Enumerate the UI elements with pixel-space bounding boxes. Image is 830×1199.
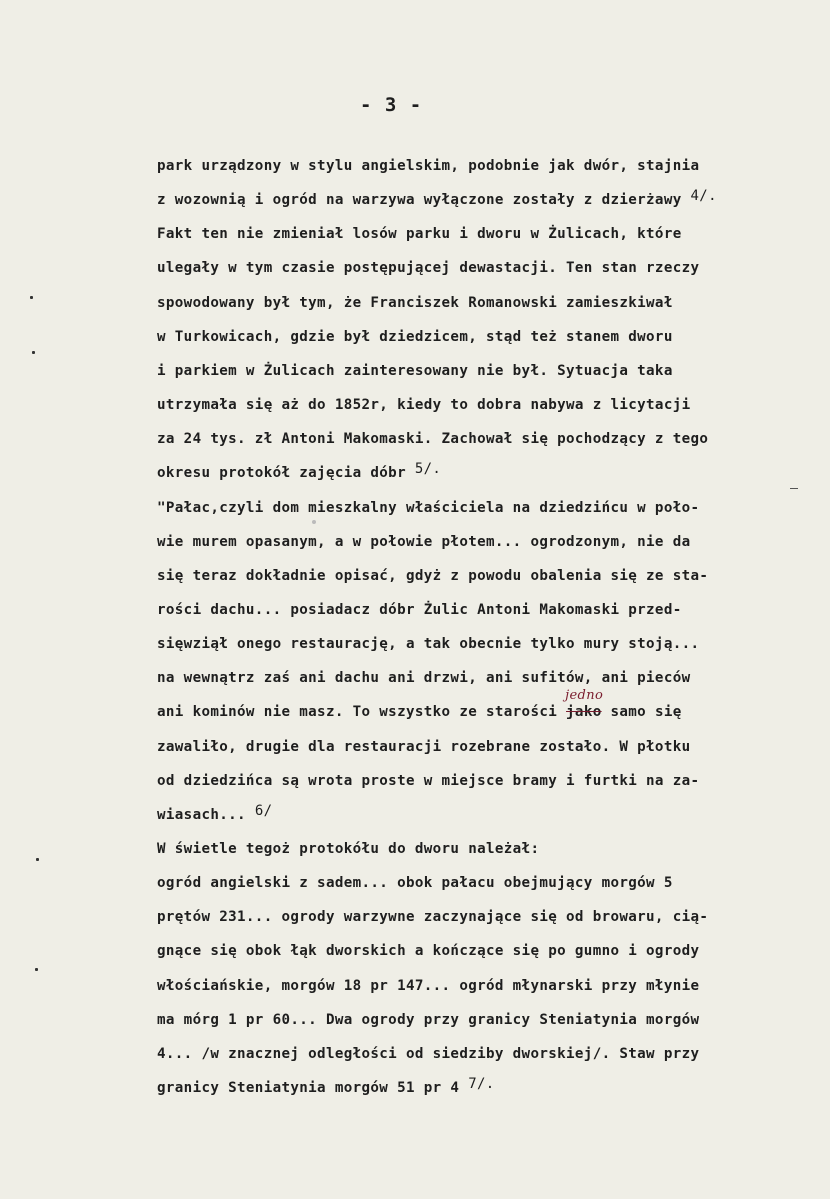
line-text: ma mórg 1 pr 60... Dwa ogrody przy granicy Steniatynia morgów	[157, 1011, 700, 1028]
line-text: wiasach...	[157, 806, 246, 823]
line-text: na wewnątrz zaś ani dachu ani drzwi, ani sufitów, ani pieców	[157, 670, 691, 687]
margin-mark	[36, 858, 39, 861]
text-line	[157, 363, 673, 379]
line-text: rości dachu... posiadacz dóbr Żulic Antoni Makomaski przed-	[157, 601, 682, 618]
line-text: "Pałac,czyli dom mieszkalny właściciela na dziedzińcu w poło-	[157, 499, 700, 516]
handwritten-correction: jedno	[565, 688, 604, 704]
text-line	[157, 188, 717, 209]
text-line	[157, 568, 708, 584]
text-line	[157, 431, 708, 447]
line-text: utrzymała się aż do 1852r, kiedy to dobra nabywa z licytacji	[157, 397, 691, 414]
struck-word: jako	[566, 704, 602, 721]
page-number: - 3 -	[360, 94, 423, 116]
text-line	[157, 461, 442, 482]
line-text: za 24 tys. zł Antoni Makomaski. Zachował się pochodzący z tego	[157, 431, 709, 448]
line-text: wie murem opasanym, a w połowie płotem... ogrodzonym, nie da	[157, 533, 691, 550]
line-text: się teraz dokładnie opisać, gdyż z powodu obalenia się ze sta-	[157, 567, 709, 584]
line-text: i parkiem w Żulicach zainteresowany nie był. Sytuacja taka	[157, 362, 673, 379]
line-text: prętów 231... ogrody warzywne zaczynające się od browaru, cią-	[157, 909, 709, 926]
line-text: W świetle tegoż protokółu do dworu należał:	[157, 841, 540, 857]
footnote-ref: 7/.	[468, 1076, 495, 1093]
line-text: park urządzony w stylu angielskim, podobnie jak dwór, stajnia	[157, 158, 700, 174]
text-line	[157, 773, 699, 789]
text-line	[157, 670, 691, 686]
text-line	[157, 943, 699, 959]
text-line	[157, 978, 699, 994]
line-text: ulegały w tym czasie postępującej dewastacji. Ten stan rzeczy	[157, 260, 700, 277]
line-text: z wozownią i ogród na warzywa wyłączone zostały z dzierżawy	[157, 192, 682, 209]
margin-mark	[790, 488, 798, 489]
text-line	[157, 602, 682, 618]
text-line	[157, 739, 691, 755]
line-text: od dziedzińca są wrota proste w miejsce bramy i furtki na za-	[157, 772, 700, 789]
text-line	[157, 1012, 699, 1028]
text-line	[157, 841, 539, 857]
text-line	[157, 802, 273, 823]
paper-stain	[312, 520, 316, 524]
margin-mark	[30, 296, 33, 299]
line-text: spowodowany był tym, że Franciszek Romanowski zamieszkiwał	[157, 294, 673, 311]
text-line	[157, 260, 699, 276]
text-line	[157, 909, 708, 925]
text-line	[157, 636, 699, 652]
text-line	[157, 1046, 699, 1062]
text-line	[157, 226, 682, 242]
text-line	[157, 534, 691, 550]
line-text: 4... /w znacznej odległości od siedziby dworskiej/. Staw przy	[157, 1045, 700, 1062]
text-line	[157, 397, 691, 413]
line-text: ani kominów nie masz. To wszystko ze starości	[157, 704, 558, 721]
line-text: Fakt ten nie zmieniał losów parku i dworu w Żulicach, które	[157, 226, 682, 243]
line-text: w Turkowicach, gdzie był dziedzicem, stąd też stanem dworu	[157, 328, 673, 345]
line-text-after: samo się	[601, 704, 682, 721]
text-line	[157, 295, 673, 311]
line-text: sięwziął onego restaurację, a tak obecnie tylko mury stoją...	[157, 636, 700, 653]
line-text: granicy Steniatynia morgów 51 pr 4	[157, 1080, 460, 1097]
line-text: okresu protokół zajęcia dóbr	[157, 465, 406, 482]
margin-mark	[35, 968, 38, 971]
text-line	[157, 688, 682, 721]
text-line	[157, 500, 699, 516]
line-text: ogród angielski z sadem... obok pałacu obejmujący morgów 5	[157, 875, 673, 892]
text-line	[157, 329, 673, 345]
footnote-ref: 4/.	[690, 188, 717, 205]
line-text: gnące się obok łąk dworskich a kończące się po gumno i ogrody	[157, 943, 700, 960]
footnote-ref: 5/.	[414, 461, 442, 478]
text-line	[157, 875, 673, 891]
text-line	[157, 1076, 495, 1097]
margin-mark	[32, 351, 35, 354]
line-text: włościańskie, morgów 18 pr 147... ogród młynarski przy młynie	[157, 977, 700, 994]
text-line	[157, 158, 699, 174]
footnote-ref: 6/	[254, 802, 273, 819]
line-text: zawaliło, drugie dla restauracji rozebrane zostało. W płotku	[157, 738, 691, 755]
